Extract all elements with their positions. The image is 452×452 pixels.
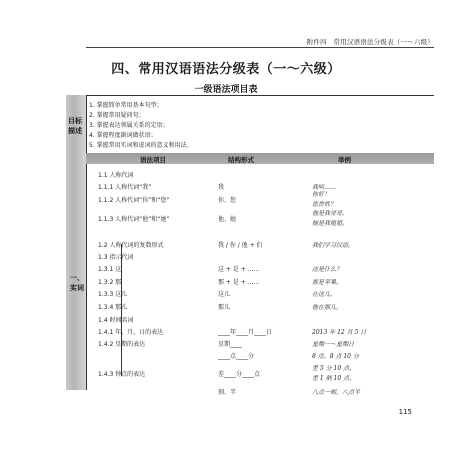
row-form: ____年____月____日 [218, 329, 273, 336]
row-example: 他在那儿。 [312, 304, 343, 311]
row-item: 1.1.2 人称代词“你”和“您” [98, 197, 170, 204]
goal-item: 4. 掌握程度副词做状语； [89, 132, 157, 139]
goal-item: 1. 掌握简单常用基本句型； [89, 102, 163, 109]
row-example: 八点一刻、八点半 [312, 389, 361, 396]
row-example: 我们学习汉语。 [312, 242, 355, 249]
row-example: 差 1 刻 10 点、 [312, 375, 356, 382]
row-item: 1.1 人称代词 [98, 172, 134, 179]
row-item: 1.4 时间名词 [98, 317, 134, 324]
row-form: 那 + 是 + …… [218, 279, 260, 286]
goal-label-line: 描述 [68, 126, 82, 135]
goal-item: 3. 掌握表达领属关系的定语； [89, 122, 169, 129]
row-form: ____点____分 [218, 353, 255, 360]
column-header-item: 语法项目 [140, 156, 166, 164]
row-item: 1.3.4 那儿 [98, 304, 128, 311]
page-title: 四、常用汉语语法分级表（一～六级） [111, 62, 341, 77]
shici-label [70, 273, 84, 293]
row-form: 那儿 [218, 304, 231, 311]
row-example: 她是我姐姐。 [312, 220, 349, 227]
row-example: 差 5 分 10 点、 [312, 365, 356, 372]
row-item: 1.3.1 这 [98, 266, 122, 273]
goal-label-line: 目标 [68, 116, 82, 125]
row-example: 您贵姓？ [312, 201, 337, 208]
row-form: 差____分____点 [218, 371, 261, 378]
row-form: 我 / 你 / 他 + 们 [218, 242, 263, 249]
row-example: 这是什么？ [312, 266, 343, 273]
row-form: 这 + 是 + …… [218, 266, 260, 273]
row-item: 1.3 指示代词 [98, 254, 134, 261]
goal-label [68, 116, 82, 136]
row-item: 1.4.3 钟点的表达 [98, 371, 146, 378]
row-item: 1.4.2 星期的表达 [98, 341, 146, 348]
row-item: 1.1.3 人称代词“他”和“她” [98, 216, 170, 223]
row-item: 1.4.1 年、月、日的表达 [98, 329, 164, 336]
row-form: 这儿 [218, 291, 231, 298]
row-form: 他、她 [218, 216, 237, 223]
category-sidebar [66, 95, 86, 390]
shici-label-line: 一、 [70, 273, 84, 282]
column-header-form: 结构形式 [228, 156, 254, 164]
row-form: 刻、半 [218, 389, 237, 396]
row-example: 你好！ [312, 191, 331, 198]
goal-item: 2. 掌握常用疑问句； [89, 112, 145, 119]
row-example: 8 点、8 点 10 分 [312, 353, 359, 360]
row-example: 在这儿。 [312, 291, 337, 298]
row-example: 他是我哥哥。 [312, 210, 349, 217]
row-example: 星期一～星期日 [312, 341, 355, 348]
running-head: 附件四 常用汉语语法分级表（一～六级） [306, 38, 434, 46]
row-item: 1.3.3 这儿 [98, 291, 128, 298]
row-example: 我叫…… [312, 184, 337, 191]
row-item: 1.3.2 那 [98, 279, 122, 286]
column-header-example: 举例 [338, 156, 351, 164]
page-number: 115 [398, 408, 412, 416]
table-left-rule [86, 95, 87, 390]
page-subtitle: 一级语法项目表 [194, 85, 258, 95]
row-example: 那是苹果。 [312, 279, 343, 286]
row-item: 1.2 人称代词的复数形式 [98, 242, 164, 249]
header-rule [86, 47, 434, 48]
row-form: 你、您 [218, 197, 237, 204]
row-example: 2013 年 12 月 5 日 [312, 329, 367, 336]
row-item: 1.1.1 人称代词“我” [98, 184, 152, 191]
row-form: 我 [218, 184, 225, 191]
column-header-band [86, 153, 434, 164]
goal-item: 5. 掌握常用实词和虚词的意义和用法。 [89, 142, 193, 149]
table-top-rule [86, 95, 434, 96]
row-form: 星期____ [218, 341, 243, 348]
shici-label-line: 实词 [70, 283, 84, 292]
